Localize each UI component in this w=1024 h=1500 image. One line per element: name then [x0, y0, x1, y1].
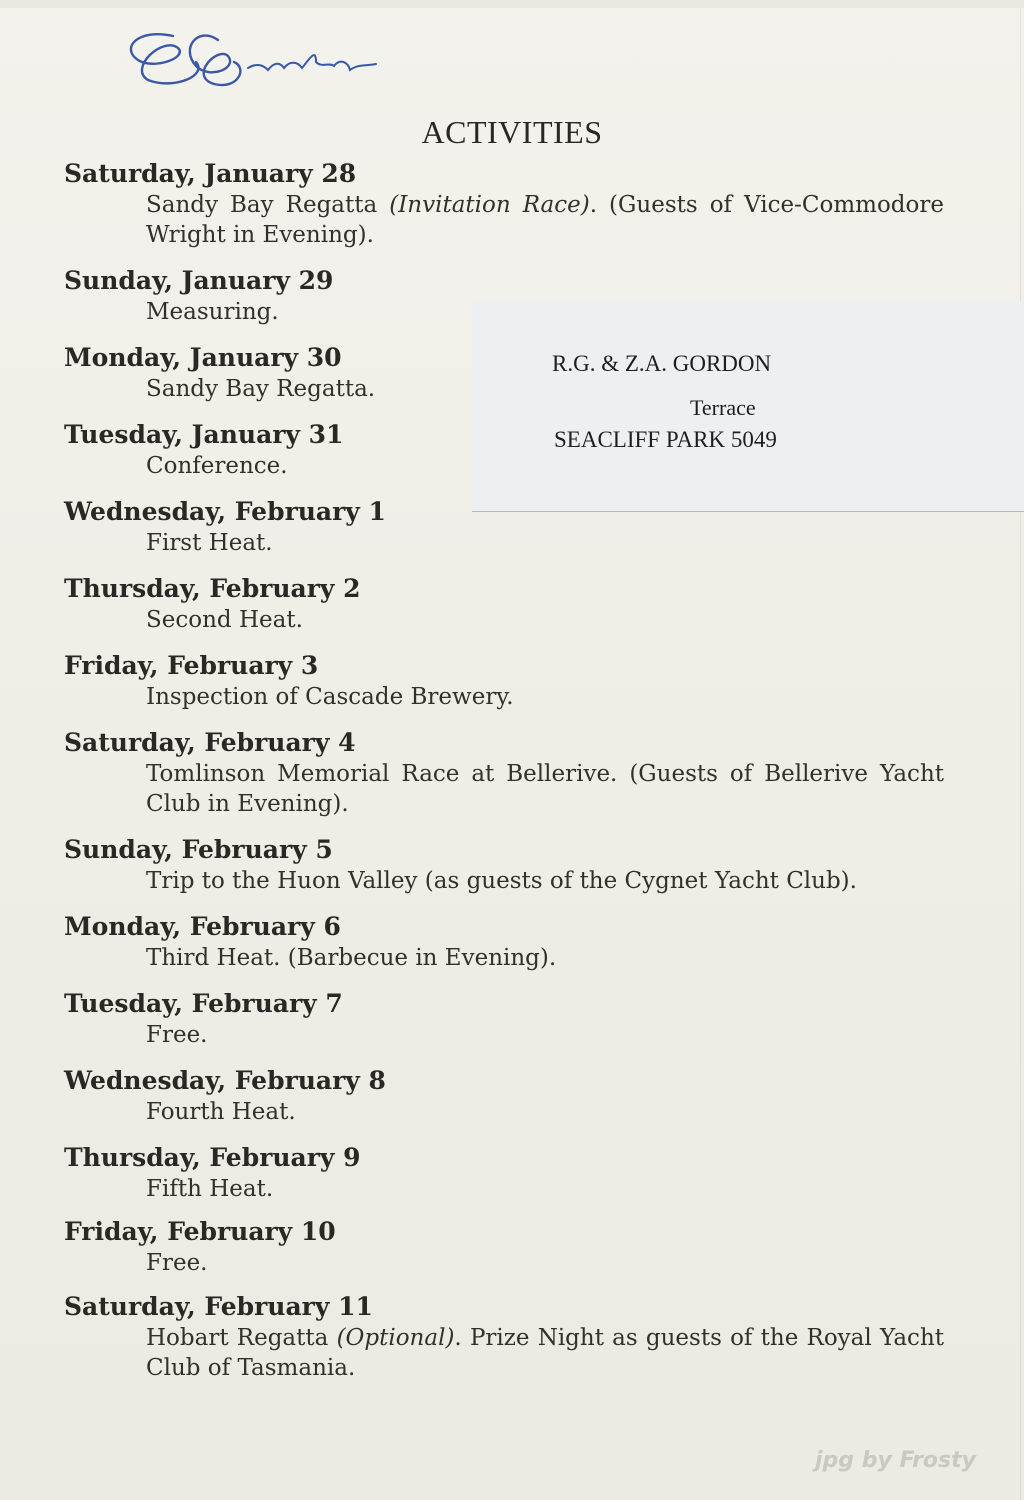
activity-entry: [64, 727, 944, 819]
activity-text: Inspection of Cascade Brewery.: [146, 684, 514, 710]
activity-entry: [64, 158, 944, 250]
activity-description: [64, 605, 944, 635]
activity-date: Saturday, February 4: [64, 728, 356, 757]
address-street: Terrace: [690, 395, 756, 420]
activity-entry: [64, 988, 944, 1050]
activity-description: [64, 1323, 944, 1383]
activity-description: [64, 682, 944, 712]
activity-date: Tuesday, January 31: [64, 420, 344, 449]
activity-date: Sunday, January 29: [64, 266, 334, 295]
activity-entry: [64, 265, 464, 327]
activity-text: Tomlinson Memorial Race at Bellerive. (Guests of Bellerive Yacht Club in Evening).: [146, 761, 944, 817]
activity-description: [64, 943, 944, 973]
activity-text: Sandy Bay Regatta: [146, 192, 390, 218]
activity-entry: [64, 1142, 944, 1204]
activity-description: [64, 1020, 944, 1050]
activity-description: [64, 451, 464, 481]
activity-date: Wednesday, February 1: [64, 497, 386, 526]
activity-description: [64, 1174, 944, 1204]
activity-text: . (Guests of Vice-Commodore Wright in Evening).: [146, 192, 944, 248]
activity-description: [64, 374, 464, 404]
activity-entry: [64, 419, 464, 481]
page-edge: [1020, 8, 1021, 1500]
activity-date: Wednesday, February 8: [64, 1066, 386, 1095]
activity-text: Third Heat. (Barbecue in Evening).: [146, 945, 557, 971]
activity-date: Monday, January 30: [64, 343, 342, 372]
activity-text: Fourth Heat.: [146, 1099, 296, 1125]
activity-text: Second Heat.: [146, 607, 303, 633]
activity-text: Conference.: [146, 453, 288, 479]
activity-text: First Heat.: [146, 530, 273, 556]
address-name: R.G. & Z.A. GORDON: [552, 351, 772, 376]
handwritten-signature: [118, 18, 418, 98]
page-title: ACTIVITIES: [421, 114, 603, 150]
photo-credit: jpg by Frosty: [815, 1448, 976, 1473]
activity-entry: [64, 1065, 944, 1127]
activity-text: Fifth Heat.: [146, 1176, 274, 1202]
program-page: [0, 8, 1024, 1500]
activity-entry: [64, 1216, 944, 1278]
activity-note-italic: (Optional): [336, 1325, 455, 1351]
activity-description: [64, 866, 944, 896]
activity-entry: [64, 834, 944, 896]
activity-date: Sunday, February 5: [64, 835, 333, 864]
activity-description: [64, 528, 944, 558]
activity-entry: [64, 911, 944, 973]
activity-date: Monday, February 6: [64, 912, 341, 941]
activity-entry: [64, 573, 944, 635]
activity-entry: [64, 1291, 944, 1383]
address-label: [472, 301, 1024, 512]
activity-description: [64, 297, 464, 327]
activity-description: [64, 1097, 944, 1127]
activity-date: Thursday, February 9: [64, 1143, 361, 1172]
address-suburb: SEACLIFF PARK 5049: [554, 427, 777, 452]
activity-text: Sandy Bay Regatta.: [146, 376, 376, 402]
activity-description: [64, 190, 944, 250]
activity-entry: [64, 650, 944, 712]
activity-text: Trip to the Huon Valley (as guests of the Cygnet Yacht Club).: [146, 868, 857, 894]
activity-text: Free.: [146, 1250, 208, 1276]
activity-text: Free.: [146, 1022, 208, 1048]
activity-date: Saturday, January 28: [64, 159, 357, 188]
activity-description: [64, 1248, 944, 1278]
activity-description: [64, 759, 944, 819]
activity-text: . Prize Night as guests of the Royal Yacht Club of Tasmania.: [146, 1325, 944, 1381]
activity-entry: [64, 342, 464, 404]
activity-note-italic: (Invitation Race): [389, 192, 590, 218]
activity-date: Friday, February 3: [64, 651, 319, 680]
activity-date: Friday, February 10: [64, 1217, 336, 1246]
activity-text: Measuring.: [146, 299, 279, 325]
activity-date: Tuesday, February 7: [64, 989, 343, 1018]
activity-text: Hobart Regatta: [146, 1325, 337, 1351]
activity-date: Thursday, February 2: [64, 574, 361, 603]
activity-date: Saturday, February 11: [64, 1292, 373, 1321]
